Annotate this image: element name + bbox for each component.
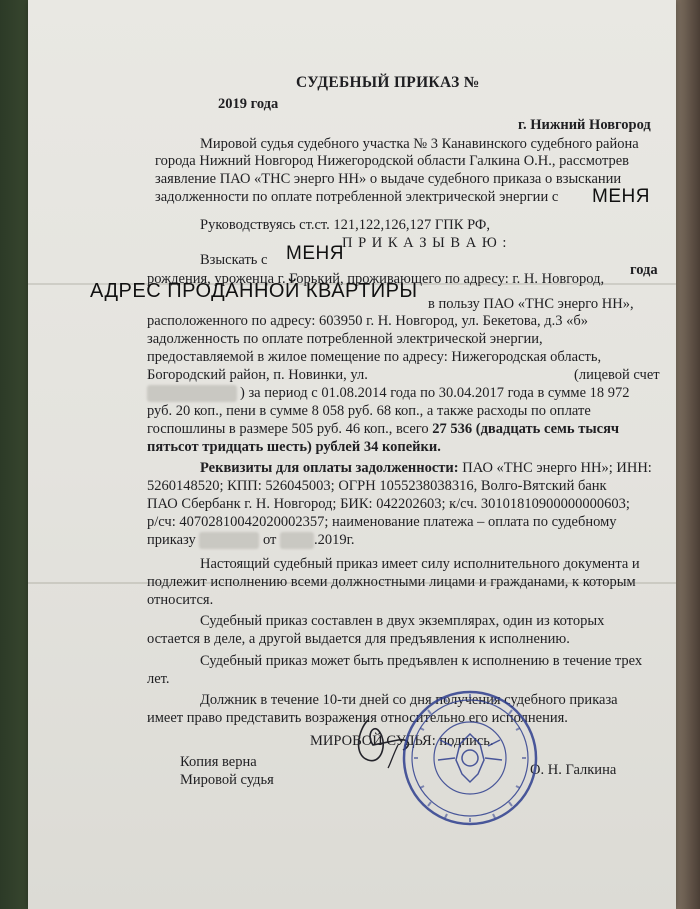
paragraph-3a: Судебный приказ может быть предъявлен к исполнению в течение трех [200, 653, 643, 669]
requisites-1: 5260148520; КПП: 526045003; ОГРН 1055238038316, Волго-Вятский банк [147, 478, 607, 494]
handwritten-address: АДРЕС ПРОДАННОЙ КВАРТИРЫ [90, 280, 418, 302]
requisites-label: Реквизиты для оплаты задолженности: [200, 460, 459, 476]
guided-by-line: Руководствуясь ст.ст. 121,122,126,127 ГПК РФ, [200, 217, 490, 233]
collect-from-label: Взыскать с [200, 252, 268, 268]
in-favor-line: в пользу ПАО «ТНС энерго НН», [428, 296, 634, 312]
requisites-2: ПАО Сбербанк г. Н. Новгород; БИК: 042202603; к/сч. 30101810900000000603; [147, 496, 630, 512]
account-blur [147, 385, 237, 402]
requisites-3: р/сч: 40702810042020002357; наименование платежа – оплата по судебному [147, 514, 617, 530]
requisites-line [200, 460, 652, 477]
duty-total: 27 536 (двадцать семь тысяч [432, 421, 620, 437]
paragraph-4a: Должник в течение 10-ти дней со дня получения судебного приказа [200, 692, 618, 708]
debt-line-a: задолженность по оплате потребленной электрической энергии, [147, 331, 543, 347]
copy-judge-label: Мировой судья [180, 772, 274, 788]
order-word: приказу [147, 532, 196, 548]
document-city: г. Нижний Новгород [518, 117, 651, 133]
duty-text: госпошлины в размере 505 руб. 46 коп., всего [147, 421, 429, 437]
from-word: от [262, 532, 277, 548]
duty-line-a [147, 421, 619, 438]
judge-signature-label: МИРОВОЙ СУДЬЯ: подпись. [310, 733, 494, 749]
handwritten-debtor-1: МЕНЯ [592, 186, 650, 207]
orders-heading: П Р И К А З Ы В А Ю : [342, 235, 508, 251]
intro-line-1: Мировой судья судебного участка № 3 Канавинского судебного района [200, 136, 639, 152]
document-title: СУДЕБНЫЙ ПРИКАЗ № [296, 74, 480, 91]
official-stamp-icon [400, 688, 540, 828]
paragraph-4b: имеет право представить возражения относительно его исполнения. [147, 710, 568, 726]
paragraph-1a: Настоящий судебный приказ имеет силу исполнительного документа и [200, 556, 640, 572]
handwritten-debtor-2: МЕНЯ [286, 243, 344, 264]
document-year: 2019 года [218, 96, 279, 112]
located-line: расположенного по адресу: 603950 г. Н. Новгород, ул. Бекетова, д.3 «б» [147, 313, 589, 329]
paragraph-2a: Судебный приказ составлен в двух экземплярах, один из которых [200, 613, 605, 629]
requisites-4 [147, 532, 355, 549]
paragraph-1b: подлежит исполнению всеми должностными лицами и гражданами, к которым [147, 574, 636, 590]
requisites-company: ПАО «ТНС энерго НН»; ИНН: [462, 460, 652, 476]
debt-line-b: предоставляемой в жилое помещение по адресу: Нижегородская область, [147, 349, 602, 365]
duty-line-b: пятьсот тридцать шесть) рублей 34 копейки. [147, 439, 441, 455]
copy-true-label: Копия верна [180, 754, 257, 770]
intro-line-3: заявление ПАО «ТНС энерго НН» о выдаче судебного приказа о взыскании [155, 171, 622, 187]
intro-line-4: задолженности по оплате потребленной электрической энергии с [155, 189, 559, 205]
district-line: Богородский район, п. Новинки, ул. [147, 367, 368, 383]
paragraph-1c: относится. [147, 592, 214, 608]
order-date: .2019г. [314, 532, 355, 548]
period-line: ) за период с 01.08.2014 года по 30.04.2017 года в сумме 18 972 [240, 385, 630, 401]
penalty-line: руб. 20 коп., пени в сумме 8 058 руб. 68 коп., а также расходы по оплате [147, 403, 591, 419]
paragraph-2b: остается в деле, а другой выдается для предъявления к исполнению. [147, 631, 570, 647]
judge-name: О. Н. Галкина [530, 762, 617, 778]
intro-line-2: города Нижний Новгород Нижегородской области Галкина О.Н., рассмотрев [155, 153, 629, 169]
court-order-paper [28, 0, 676, 909]
birth-line: рождения, уроженца г. Горький, проживающего по адресу: г. Н. Новгород, [147, 271, 605, 287]
paragraph-3b: лет. [147, 671, 170, 687]
year-word: года [630, 262, 658, 278]
account-label: (лицевой счет [574, 367, 660, 383]
